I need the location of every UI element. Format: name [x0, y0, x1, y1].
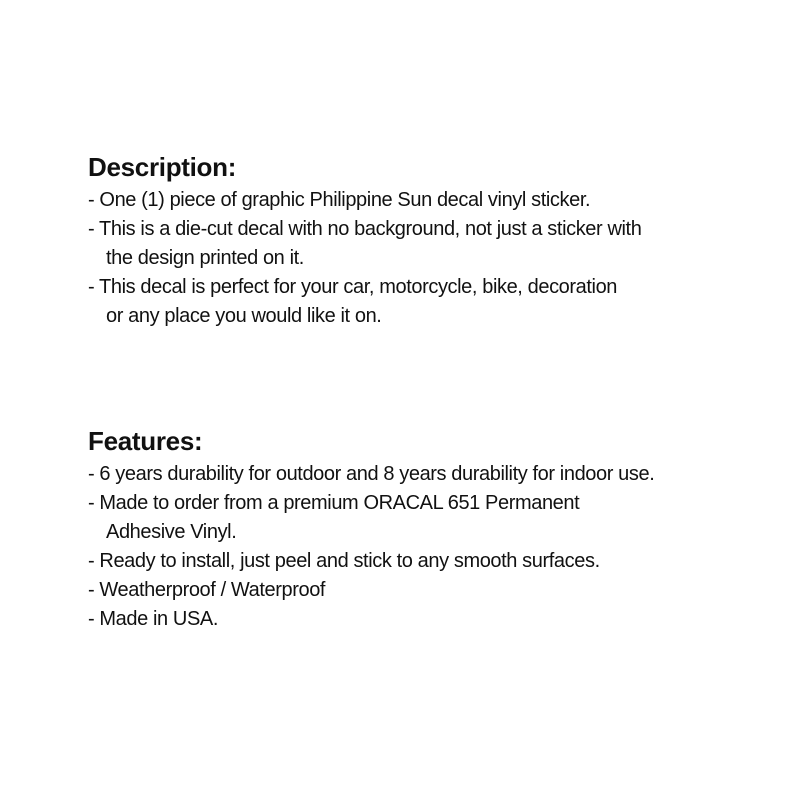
- list-item: [88, 489, 778, 547]
- description-section: [88, 150, 778, 331]
- list-item-line: - Weatherproof / Waterproof: [88, 579, 326, 601]
- list-item: [88, 273, 778, 331]
- list-item-line: - Made to order from a premium ORACAL 651 Permanent: [88, 492, 580, 514]
- list-item-line: - This decal is perfect for your car, motorcycle, bike, decoration: [88, 276, 618, 298]
- list-item-line: - This is a die-cut decal with no background, not just a sticker with: [88, 218, 642, 240]
- list-item: [88, 215, 778, 273]
- list-item: [88, 186, 778, 215]
- list-item: [88, 576, 778, 605]
- list-item-line: - 6 years durability for outdoor and 8 years durability for indoor use.: [88, 463, 655, 485]
- list-item: [88, 605, 778, 634]
- list-item: [88, 547, 778, 576]
- features-heading: Features:: [88, 426, 203, 456]
- list-item-continuation: the design printed on it.: [106, 247, 304, 269]
- features-list: [88, 460, 778, 634]
- description-heading: Description:: [88, 152, 237, 182]
- list-item-line: - Made in USA.: [88, 608, 219, 630]
- list-item: [88, 460, 778, 489]
- features-section: [88, 424, 778, 634]
- list-item-line: - Ready to install, just peel and stick to any smooth surfaces.: [88, 550, 600, 572]
- list-item-continuation: or any place you would like it on.: [106, 305, 382, 327]
- list-item-line: - One (1) piece of graphic Philippine Sun decal vinyl sticker.: [88, 189, 591, 211]
- list-item-continuation: Adhesive Vinyl.: [106, 521, 237, 543]
- description-list: [88, 186, 778, 331]
